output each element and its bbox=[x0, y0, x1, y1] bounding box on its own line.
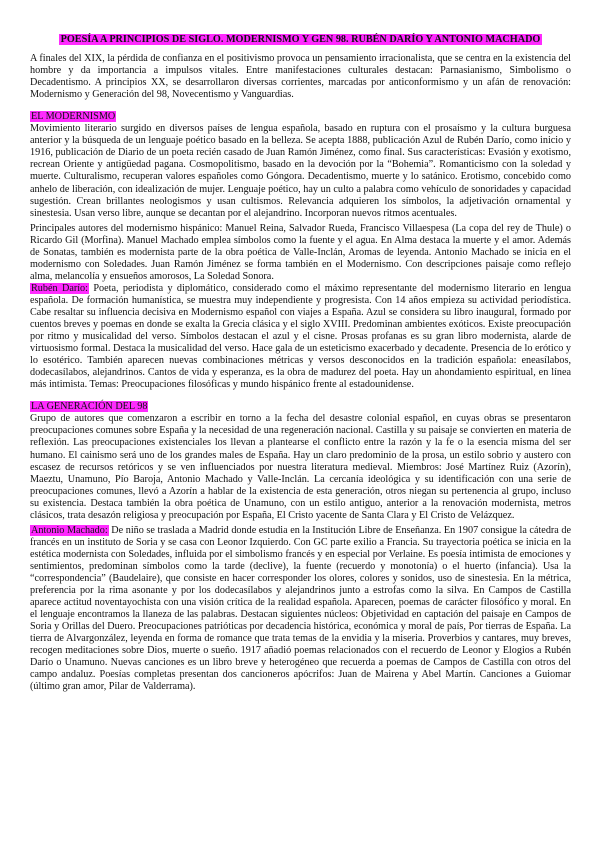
dario-label: Rubén Darío: bbox=[31, 282, 88, 294]
document-page bbox=[30, 34, 571, 693]
modernismo-paragraph-2: Principales autores del modernismo hispánico: Manuel Reina, Salvador Rueda, Francisco Villaespesa (La copa del rey de Thule) o Ricardo Gil (Morfina). Manuel Machado emplea símbolos como la fuente y el agua. En Alma destaca la muerte y el amor. Además de Sonatas, también es modernista parte de la obra poética de Valle-Inclán, Aromas de leyenda. Antonio Machado se inicia en el modernismo con Soledades. Juan Ramón Jiménez se forma también en el Modernismo. Con descripciones paisaje como reflejo alma, melancolía y ensueños amorosos, La Soledad Sonora. bbox=[30, 222, 571, 282]
intro-paragraph: A finales del XIX, la pérdida de confianza en el positivismo provoca un pensamiento irracionalista, que se centra en la existencia del hombre y da importancia a impulsos vitales. Entre manifestaciones culturales destacan: Parnasianismo, Simbolismo o Decadentismo. A principios XX, se desarrollaron diversas corrientes, marcadas por anticonformismo y un afán de renovación: Modernismo y Generación del 98, Novecentismo y Vanguardias. bbox=[30, 53, 571, 101]
modernismo-heading: EL MODERNISMO bbox=[31, 111, 116, 123]
dario-paragraph: Rubén Darío: Poeta, periodista y diplomático, considerado como el máximo representante del modernismo literario en lengua española. De formación humanística, se muestra muy independiente y progresista. Con 14 años empieza su actividad periodística. Cabe resaltar su influencia decisiva en Modernismo español con viajes a España. Azul se considera su libro inaugural, formado por cuentos breves y poemas en donde se exalta la Grecia clásica y el siglo XVIII. Predominan ambientes exóticos. Existe preocupación por ritmo y musicalidad del verso. Símbolos destacan el azul y el cisne. Prosas profanas es su gran libro modernista, alarde de virtuosismo formal. Destaca la musicalidad del verso. Hace gala de un esteticismo exacerbado y decadente. Presencia de lo erótico y lo esotérico. También aparecen nuevas combinaciones métricas y versos desconocidos en la tradición española: eneasílabos, dodecasílabos, alejandrinos. Cantos de vida y esperanza, es la obra de madurez del poeta. Hay un ahondamiento espiritual, en línea más intimista. Temas: Preocupaciones filosóficas y mundo hispánico frente al estadounidense. bbox=[30, 282, 572, 391]
modernismo-paragraph-1: Movimiento literario surgido en diversos países de lengua española, basado en ruptura con el prosaísmo y la cultura burguesa anterior y la búsqueda de un lenguaje poético basado en la belleza. Se acepta 1888, publicación Azul de Rubén Darío, como inicio y 1916, publicación de Diario de un poeta recién casado de Juan Ramón Jiménez, como final. Sus características: Evasión y exotismo, recrean Oriente y antigüedad pagana. Cosmopolitismo, basado en la devoción por la “Bohemia”. Romanticismo con la soledad y muerte. Culturalismo, recuperan valores españoles como Góngora. Decadentismo, muerte y lo satánico. Erotismo, concebido como anhelo de liberación, con idealización de mujer. Lenguaje poético, hay un culto a palabra como vehículo de sonoridades y capacidad sugestión. Crean brillantes neologismos y usan cultismos. Relevancia adquieren los símbolos, la adjetivación ornamental y sinestesia. Usan verso libre, aunque se decantan por el alejandrino. Incorporan nuevos ritmos acentuales. bbox=[30, 123, 571, 219]
machado-paragraph: Antonio Machado: De niño se traslada a Madrid donde estudia en la Institución Libre de Enseñanza. En 1907 consigue la cátedra de francés en un instituto de Soria y se casa con Leonor Izquierdo. Con GC parte exilio a Francia. Su trayectoria poética se inicia en la estética modernista con Soledades, influida por el simbolismo francés y en especial por Verlaine. Es poesía intimista de emociones y sentimientos, predominan símbolos como la tarde (declive), la fuente (recuerdo y monotonía) o el huerto (infancia). Usa la “correspondencia” (Baudelaire), que consiste en hacer corresponder los olores, colores y sonidos, uso de sinestesia. En la métrica, preferencia por la rima asonante y por los dodecasílabos y alejandrinos junto a estrofas como la silva. En Campos de Castilla aparece actitud noventayochista con una visión crítica de la realidad española. Aparecen, poemas de carácter filosófico y moral. En el lenguaje encontramos la llaneza de las palabras. Destacan siguientes núcleos: Objetividad en captación del paisaje en Campos de Soria y Orillas del Duero. Preocupaciones patrióticas por decadencia histórica, económica y moral de país, Por tierras de España. La tierra de Alvargonzález, leyenda en forma de romance que trata temas de la envidia y la miseria. Proverbios y cantares, muy breves, recogen meditaciones sobre Dios, muerte o sueño. 1917 añadió poemas relacionados con el recuerdo de Leonor y Elogios a Rubén Darío o Unamuno. Nuevas canciones es un libro breve y heterogéneo que recuerda a poemas de Campos de Castilla con otros del campo andaluz. Poesías completas presentan dos cancioneros apócrifos: Juan de Mairena y Abel Martín. Canciones a Guiomar (último gran amor, Pilar de Valderrama). bbox=[30, 524, 571, 693]
page-title: POESÍA A PRINCIPIOS DE SIGLO. MODERNISMO Y GEN 98. RUBÉN DARÍO Y ANTONIO MACHADO bbox=[60, 34, 541, 45]
generacion-heading: LA GENERACIÓN DEL 98 bbox=[31, 401, 148, 413]
machado-label: Antonio Machado: bbox=[31, 524, 108, 536]
generacion-paragraph-1: Grupo de autores que comenzaron a escribir en torno a la fecha del desastre colonial español, en cuyas obras se presentaron preocupaciones comunes sobre España y la necesidad de una regeneración nacional. Castilla y su paisaje se convierten en materia de reflexión. Las preocupaciones existenciales los llevan a plantearse el conflicto entre la razón y la fe o la esencia misma del ser humano. El cainismo será uno de los grandes males de España. Hay un claro predominio de la prosa, un estilo sobrio y austero con escasez de recursos retóricos y se ven influenciados por nuestra literatura medieval. Miembros: José Martínez Ruiz (Azorín), Maeztu, Unamuno, Pío Baroja, Antonio Machado y Valle-Inclán. La cercanía ideológica y su identificación con una serie de preocupaciones comunes, llevó a Azorín a hablar de la existencia de esta generación, otros niegan su pertenencia al grupo, incluso su existencia. Destaca también la obra poética de Unamuno, con un estilo antiguo, anterior a la renovación modernista, metros clásicos, trata desazón religiosa y preocupación por España, El Cristo yacente de Santa Clara y El Cristo de Velázquez. bbox=[30, 413, 571, 521]
